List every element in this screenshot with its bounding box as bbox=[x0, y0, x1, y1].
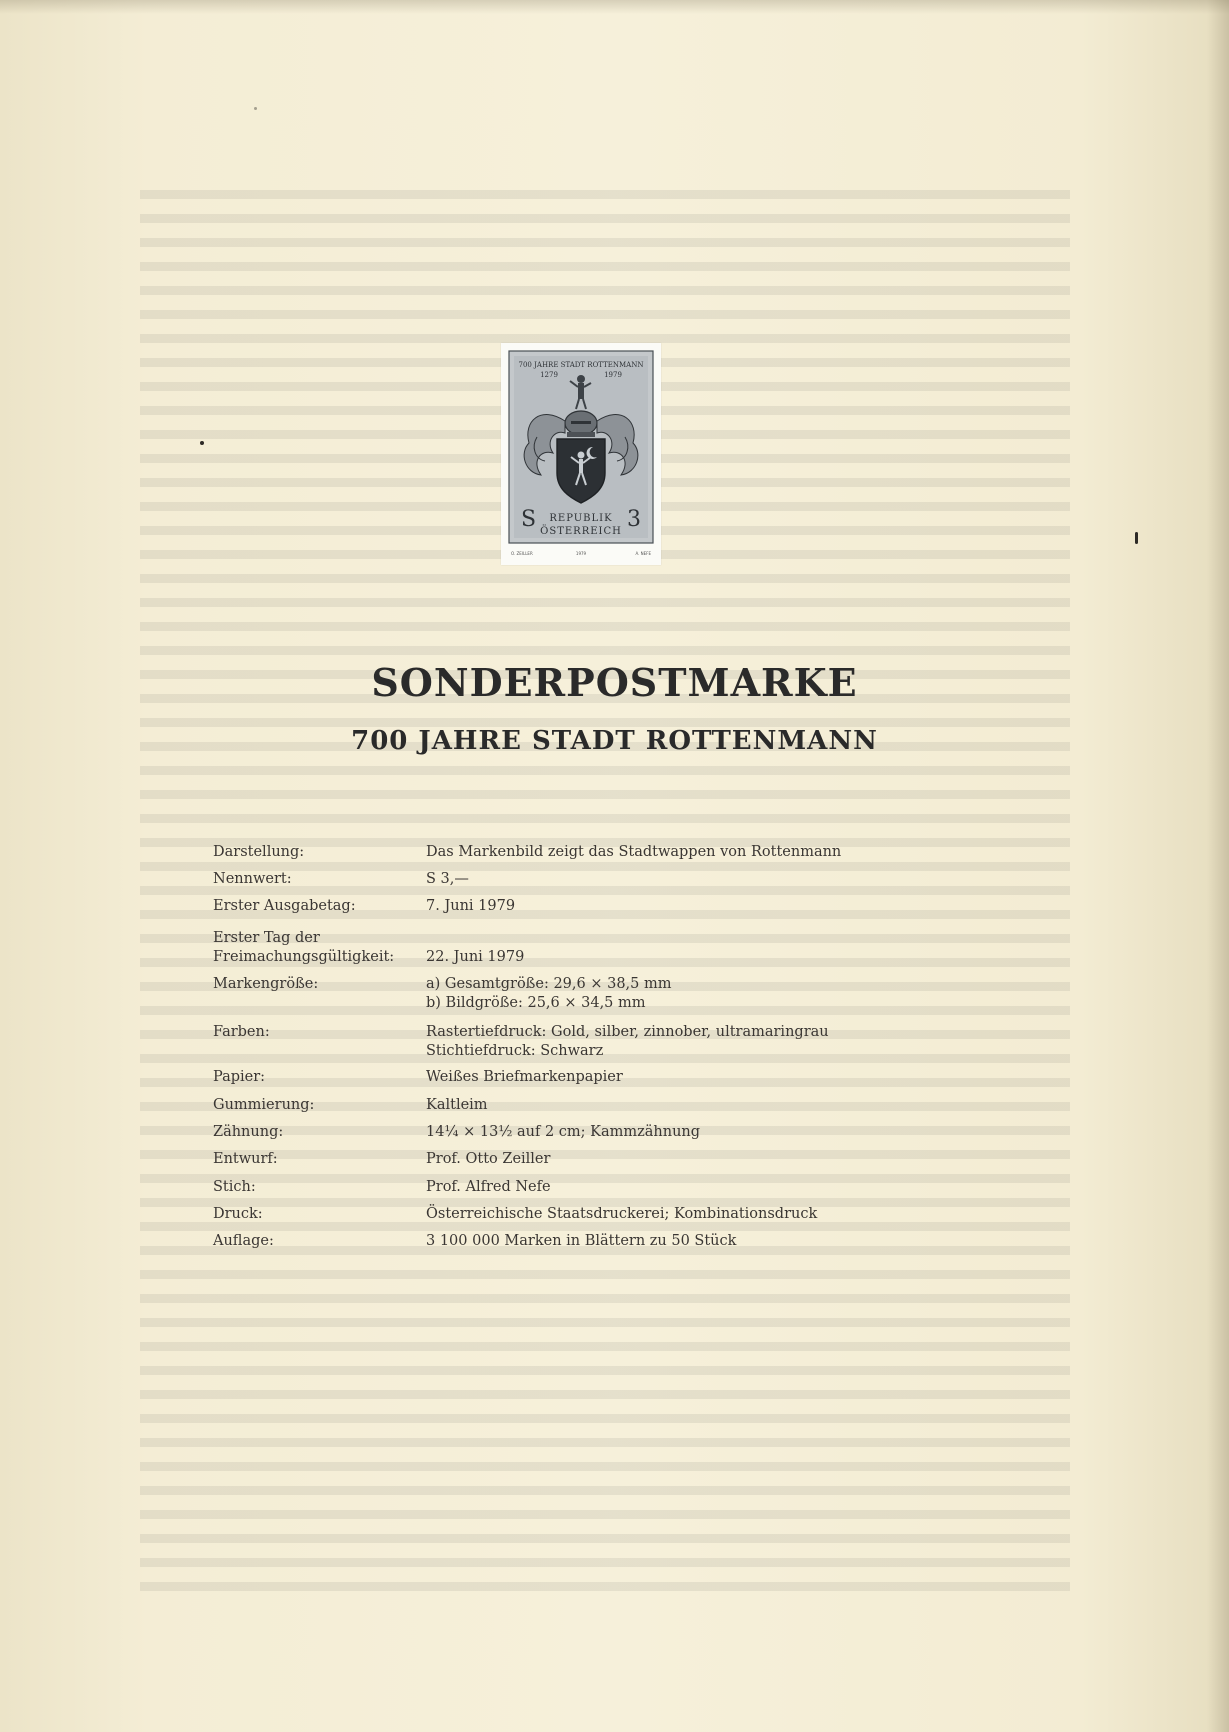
stamp-year-right: 1979 bbox=[604, 371, 622, 379]
spec-label: Markengröße: bbox=[213, 976, 319, 992]
spec-label: Entwurf: bbox=[213, 1151, 278, 1167]
spec-label: Darstellung: bbox=[213, 844, 305, 860]
spec-label: Druck: bbox=[213, 1206, 263, 1222]
stamp-denomination: 3 bbox=[627, 507, 641, 532]
document-subtitle: 700 JAHRE STADT ROTTENMANN bbox=[351, 726, 878, 756]
spec-value: 22. Juni 1979 bbox=[426, 949, 525, 965]
spec-label: Nennwert: bbox=[213, 871, 292, 887]
stamp-year-left: 1279 bbox=[540, 371, 558, 379]
paper-speck bbox=[254, 107, 257, 110]
spec-label: Gummierung: bbox=[213, 1097, 315, 1113]
stamp-imprint-year: 1979 bbox=[575, 551, 587, 556]
spec-value: Weißes Briefmarkenpapier bbox=[426, 1069, 623, 1085]
paper-speck bbox=[1135, 532, 1138, 544]
stamp-artwork bbox=[501, 343, 661, 565]
top-edge-shadow bbox=[0, 0, 1229, 14]
paper-speck bbox=[200, 441, 204, 445]
spec-label: Papier: bbox=[213, 1069, 266, 1085]
spec-label: Farben: bbox=[213, 1024, 270, 1040]
spec-value: Österreichische Staatsdruckerei; Kombinationsdruck bbox=[426, 1206, 818, 1222]
spec-label: Stich: bbox=[213, 1179, 256, 1195]
spec-label: Zähnung: bbox=[213, 1124, 284, 1140]
document-title: SONDERPOSTMARKE bbox=[371, 660, 858, 705]
stamp-top-text: 700 JAHRE STADT ROTTENMANN bbox=[518, 361, 644, 369]
spec-value: Das Markenbild zeigt das Stadtwappen von Rottenmann bbox=[426, 844, 842, 860]
stamp-imprint-engraver: A. NEFE bbox=[635, 551, 651, 556]
stamp-currency: S bbox=[521, 507, 537, 532]
spec-value: Prof. Alfred Nefe bbox=[426, 1179, 551, 1195]
spec-label: Auflage: bbox=[213, 1233, 274, 1249]
spec-label: Erster Ausgabetag: bbox=[213, 898, 356, 914]
stamp-country-line2: ÖSTERREICH bbox=[540, 526, 622, 537]
spec-value: Prof. Otto Zeiller bbox=[426, 1151, 551, 1167]
spec-value: Kaltleim bbox=[426, 1097, 488, 1113]
helmet-icon bbox=[565, 411, 597, 437]
stamp-imprint-designer: O. ZEILLER bbox=[511, 551, 533, 556]
spec-value: Rastertiefdruck: Gold, silber, zinnober, ultramaringrau Stichtiefdruck: Schwarz bbox=[426, 1024, 829, 1059]
spec-label: Erster Tag der Freimachungsgültigkeit: bbox=[213, 930, 395, 965]
spec-value: S 3,— bbox=[426, 871, 469, 887]
spec-value: a) Gesamtgröße: 29,6 × 38,5 mm b) Bildgröße: 25,6 × 34,5 mm bbox=[426, 976, 672, 1011]
right-edge-shadow bbox=[1207, 0, 1229, 1732]
spec-value: 3 100 000 Marken in Blättern zu 50 Stück bbox=[426, 1233, 737, 1249]
stamp-country-line1: REPUBLIK bbox=[549, 513, 613, 524]
stamp-proof bbox=[501, 343, 661, 565]
spec-value: 14¼ × 13½ auf 2 cm; Kammzähnung bbox=[426, 1124, 701, 1140]
spec-value: 7. Juni 1979 bbox=[426, 898, 516, 914]
